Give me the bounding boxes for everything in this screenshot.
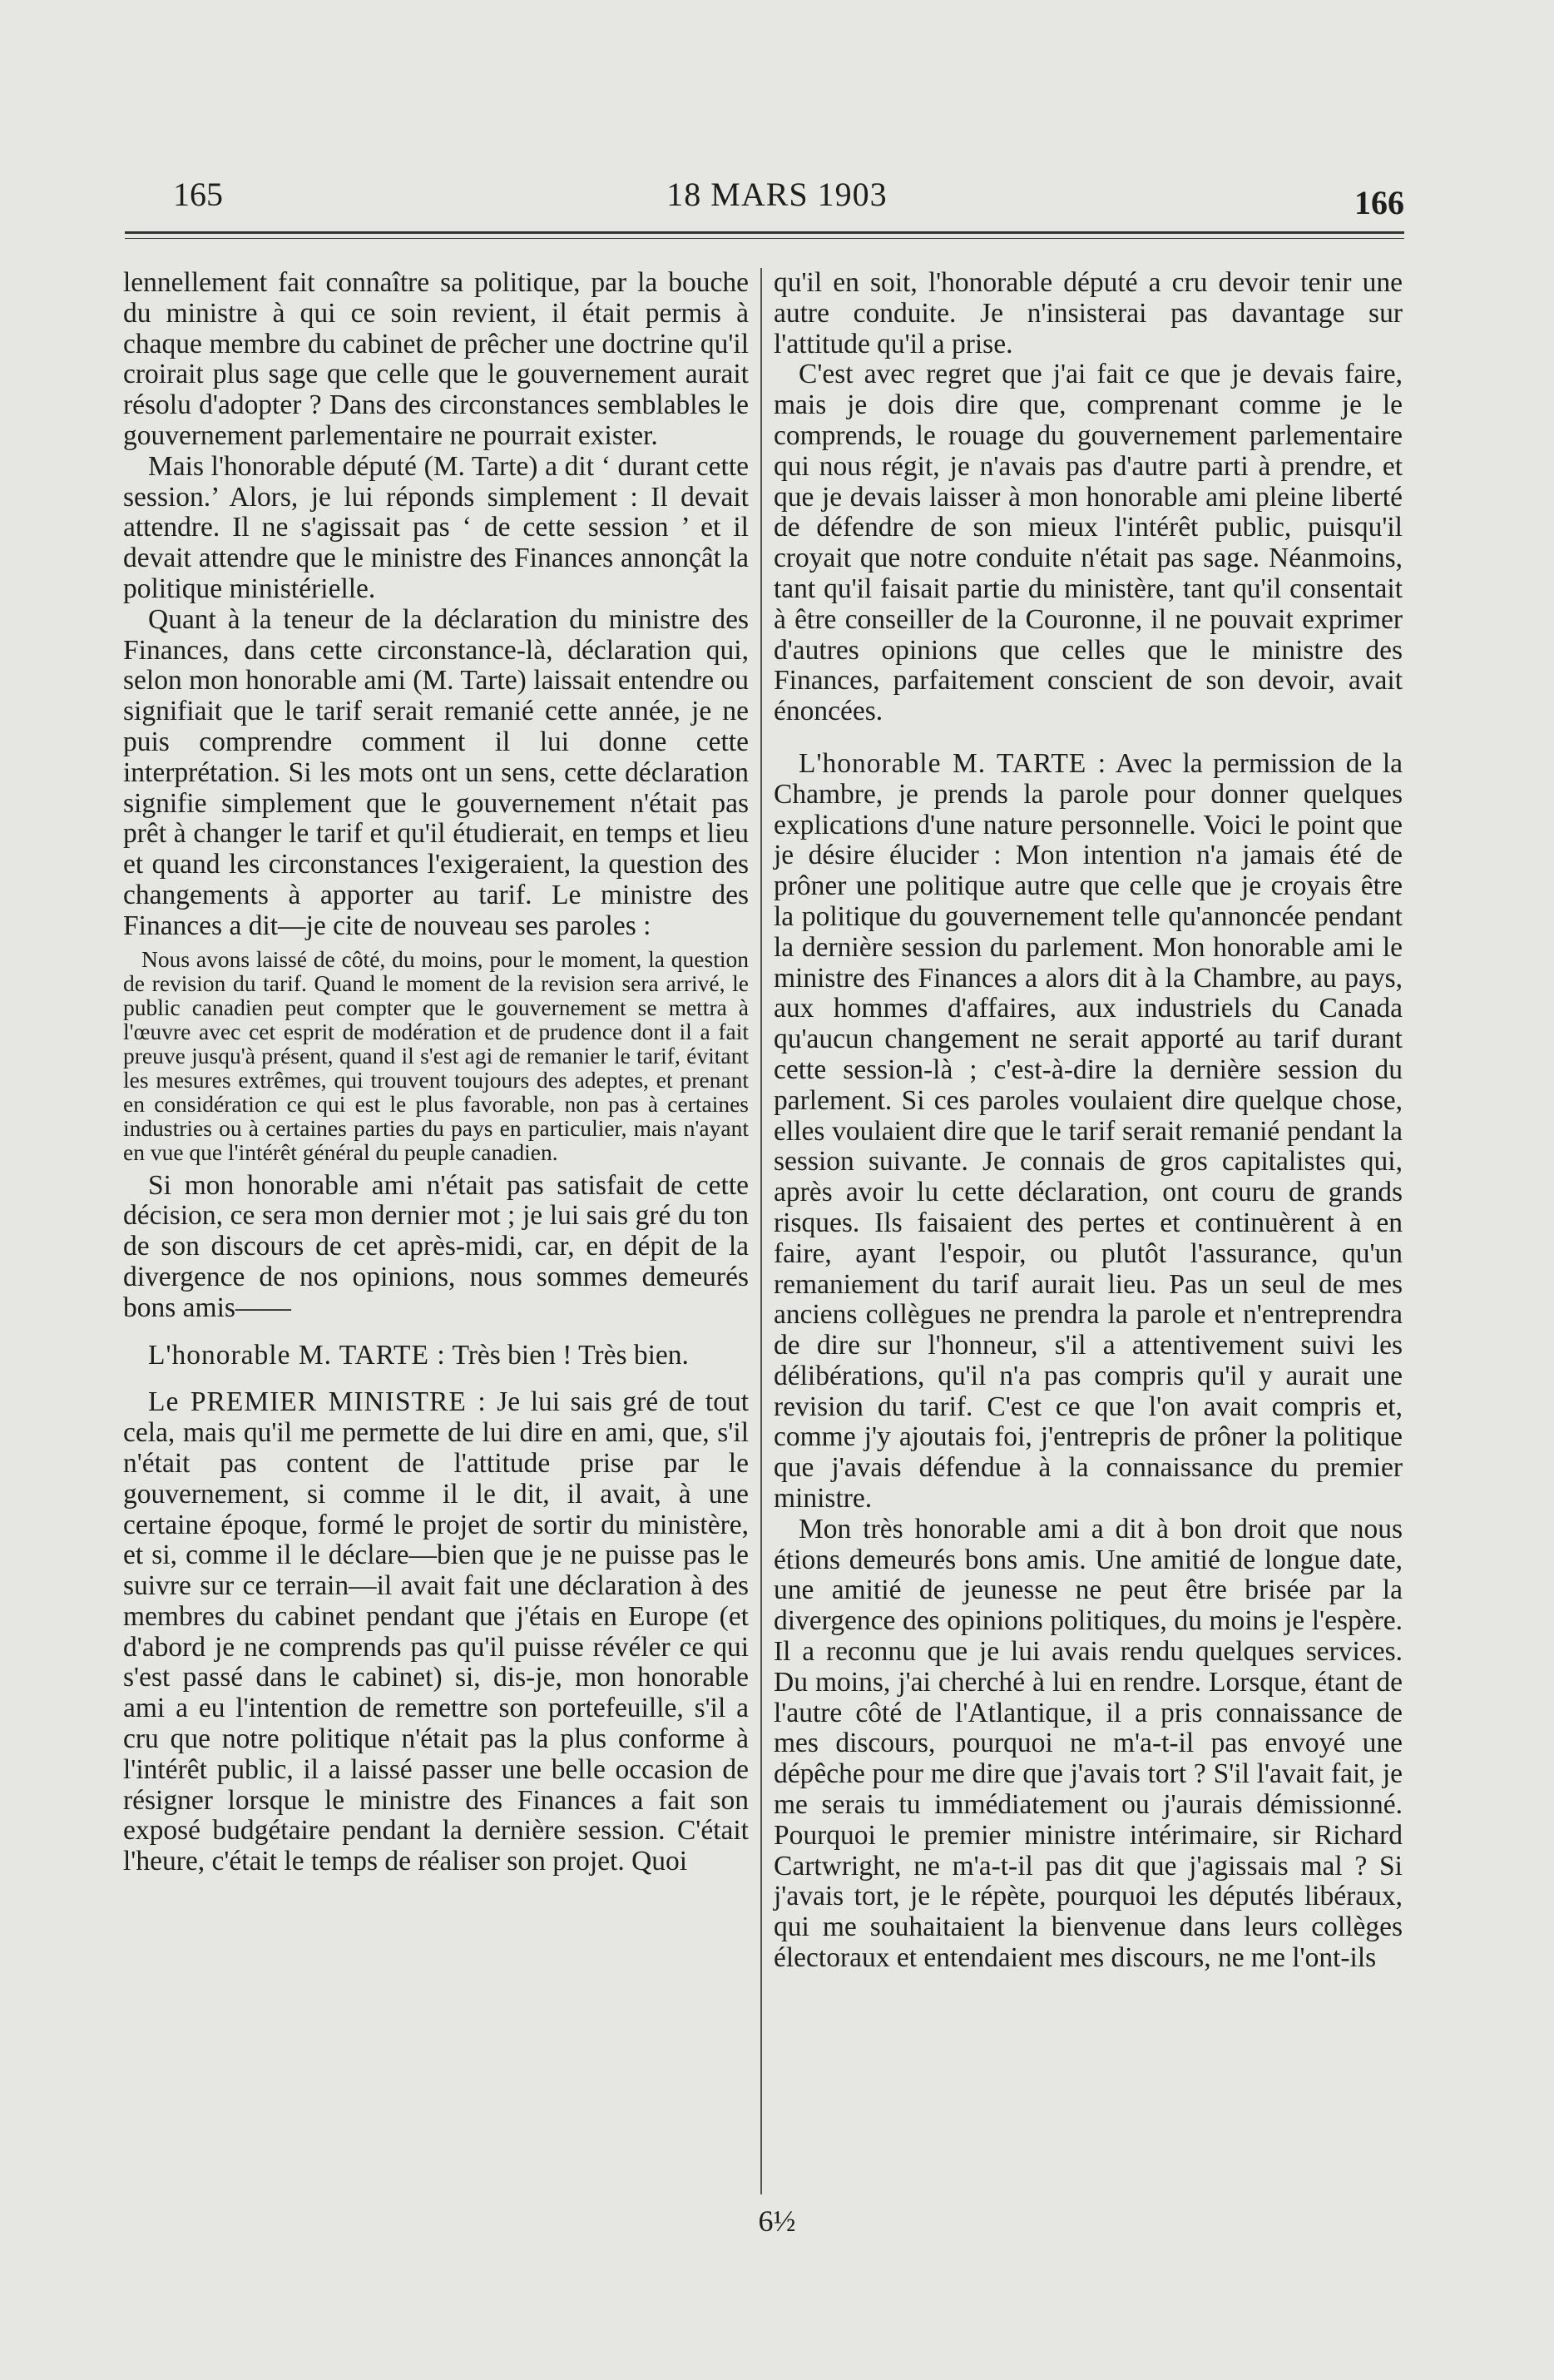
speaker-name: Le PREMIER MINISTRE : bbox=[148, 1386, 487, 1418]
session-date: 18 MARS 1903 bbox=[666, 176, 888, 213]
signature-mark: 6½ bbox=[758, 2204, 796, 2238]
speech bbox=[123, 1387, 749, 1877]
speech-text: Je lui sais gré de tout cela, mais qu'il me permette de lui dire en ami, que, s'il n'était pas content de l'attitude prise par le gouvernement, si comme il le dit, il avait, à une certaine époque, formé le projet de sortir du ministère, et si, comme il le déclare—bien que je ne puisse pas le suivre sur ce terrain—il avait fait une déclaration à des membres du cabinet pendant que j'étais en Europe (et d'abord je ne comprends pas qu'il puisse révéler ce qui s'est passé dans le cabinet) si, dis-je, mon honorable ami a eu l'intention de remettre son portefeuille, s'il a cru que notre politique n'était pas la plus conforme à l'intérêt public, il a laissé passer une belle occasion de résigner lorsque le ministre des Finances a fait son exposé budgétaire pendant la dernière session. C'était l'heure, c'était le temps de réaliser son projet. Quoi bbox=[123, 1386, 750, 1877]
page-number-left: 165 bbox=[173, 176, 223, 213]
paragraph: C'est avec regret que j'ai fait ce que je devais faire, mais je dois dire que, comprenant comme je le comprends, le rouage du gouvernement parlementaire qui nous régit, je n'avais pas d'autre parti à prendre, et que je devais laisser à mon honorable ami pleine liberté de défendre de son mieux l'intérêt public, puisqu'il croyait que notre conduite n'était pas sage. Néanmoins, tant qu'il faisait partie du ministère, tant qu'il consentait à être conseiller de la Couronne, il ne pouvait exprimer d'autres opinions que celles que le ministre des Finances, parfaitement conscient de son devoir, avait énoncées. bbox=[774, 359, 1403, 727]
page-number-right: 166 bbox=[1354, 184, 1404, 221]
speaker-name: L'honorable M. TARTE : bbox=[148, 1339, 446, 1371]
paragraph: Quant à la teneur de la déclaration du ministre des Finances, dans cette circonstance-là, déclaration qui, selon mon honorable ami (M. Tarte) laissait entendre ou signifiait que le tarif serait remanié cette année, je ne puis comprendre comment il lui donne cette interprétation. Si les mots ont un sens, cette déclaration signifie simplement que le gouvernement n'était pas prêt à changer le tarif et qu'il étudierait, en temps et lieu et quand les circonstances l'exigeraient, la question des changements à apporter au tarif. Le ministre des Finances a dit—je cite de nouveau ses paroles : bbox=[123, 603, 749, 941]
header-rule bbox=[125, 231, 1404, 234]
paragraph: Mon très honorable ami a dit à bon droit que nous étions demeurés bons amis. Une amitié de longue date, une amitié de jeunesse ne peut être brisée par la divergence des opinions politiques, du moins je l'espère. Il a reconnu que je lui avais rendu quelques services. Du moins, j'ai cherché à lui en rendre. Lorsque, étant de l'autre côté de l'Atlantique, il a pris connaissance de mes discours, pourquoi ne m'a-t-il pas envoyé une dépêche pour me dire que j'avais tort ? S'il l'avait fait, je me serais tu immédiatement ou j'aurais démissionné. Pourquoi le premier ministre intérimaire, sir Richard Cartwright, ne m'a-t-il pas dit que j'agissais mal ? Si j'avais tort, je le répète, pourquoi les députés libéraux, qui me souhaitaient la bienvenue dans leurs collèges électoraux et entendaient mes discours, ne me l'ont-ils bbox=[774, 1513, 1403, 1974]
speech-text: Avec la permission de la Chambre, je prends la parole pour donner quelques explications d'une nature personnelle. Voici le point que je désire élucider : Mon intention n'a jamais été de prôner une politique autre que celle que je croyais être la politique du gouvernement telle qu'annoncée pendant la dernière session du parlement. Mon honorable ami le ministre des Finances a alors dit à la Chambre, au pays, aux hommes d'affaires, aux industriels du Canada qu'aucun changement ne serait apporté au tarif durant cette session-là ; c'est-à-dire la dernière session du parlement. Si ces paroles voulaient dire quelque chose, elles voulaient dire que le tarif serait remanié pendant la session suivante. Je connais de gros capitalistes qui, après avoir lu cette déclaration, ont couru de grands risques. Ils faisaient des pertes et continuèrent à en faire, ayant l'espoir, ou plutôt l'assurance, qu'un remaniement du tarif aurait lieu. Pas un seul de mes anciens collègues ne prendra la parole et n'entreprendra de dire sur l'honneur, s'il a attentivement suivi les délibérations, qu'il n'a pas compris qu'il y aurait une revision du tarif. C'est ce que l'on avait compris et, comme j'y ajoutais foi, j'entrepris de prôner la politique que j'avais défendue à la connaissance du premier ministre. bbox=[774, 747, 1403, 1515]
paragraph: Mais l'honorable député (M. Tarte) a dit ‘ durant cette session.’ Alors, je lui réponds simplement : Il devait attendre. Il ne s'agissait pas ‘ de cette session ’ et il devait attendre que le ministre des Finances annonçât la politique ministérielle. bbox=[123, 450, 749, 604]
left-column bbox=[123, 268, 749, 1877]
interjection bbox=[123, 1341, 749, 1371]
paragraph: Si mon honorable ami n'était pas satisfait de cette décision, ce sera mon dernier mot ; je lui sais gré du ton de son discours de cet après-midi, car, en dépit de la divergence de nos opinions, nous sommes demeurés bons amis—— bbox=[123, 1169, 749, 1323]
speaker-name: L'honorable M. TARTE : bbox=[799, 747, 1107, 779]
paragraph: qu'il en soit, l'honorable député a cru devoir tenir une autre conduite. Je n'insisterai pas davantage sur l'attitude qu'il a prise. bbox=[774, 267, 1403, 359]
column-divider bbox=[760, 268, 762, 2194]
speech-text: Très bien ! Très bien. bbox=[452, 1339, 689, 1371]
page-header bbox=[0, 175, 1554, 225]
paragraph: lennellement fait connaître sa politique, par la bouche du ministre à qui ce soin revient, il était permis à chaque membre du cabinet de prêcher une doctrine qu'il croirait plus sage que celle que le gouvernement aurait résolu d'adopter ? Dans des circonstances semblables le gouvernement parlementaire ne pourrait exister. bbox=[123, 267, 749, 451]
budget-quotation: Nous avons laissé de côté, du moins, pour le moment, la question de revision du tarif. Quand le moment de la revision sera arrivé, le public canadien peut compter que le gouvernement se mettra à l'œuvre avec cet esprit de modération et de prudence dont il a fait preuve jusqu'à présent, quand il s'est agi de remanier le tarif, évitant les mesures extrêmes, qui trouvent toujours des adeptes, et prenant en considération ce qui est le plus favorable, non pas à certaines industries ou à certaines parties du pays en particulier, mais n'ayant en vue que l'intérêt général du peuple canadien. bbox=[123, 945, 749, 1165]
header-rule-thin bbox=[125, 238, 1404, 239]
right-column bbox=[774, 268, 1403, 1974]
speech bbox=[774, 749, 1403, 1515]
